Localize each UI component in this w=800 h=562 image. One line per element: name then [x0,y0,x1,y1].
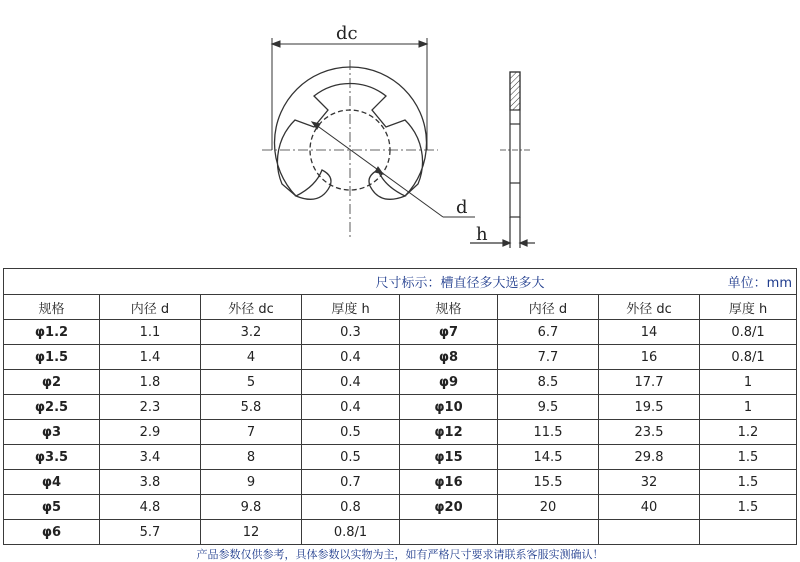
header-outer-dc: 外径 dc [599,295,700,320]
e-clip-side-view [470,72,535,248]
table-cell: 1.8 [100,370,201,395]
header-spec: 规格 [400,295,498,320]
table-cell: 12 [201,520,302,545]
table-cell: 11.5 [498,420,599,445]
table-cell: 1.5 [700,495,797,520]
table-cell: 0.4 [302,395,400,420]
footnote: 产品参数仅供参考，具体参数以实物为主，如有严格尺寸要求请联系客服实测确认！ [196,548,604,561]
unit-label: 单位：mm [727,276,792,291]
table-cell: 32 [599,470,700,495]
table-cell [700,520,797,545]
spec-cell: φ16 [400,470,498,495]
spec-cell: φ20 [400,495,498,520]
table-row [4,445,797,470]
header-outer-dc: 外径 dc [201,295,302,320]
spec-cell: φ12 [400,420,498,445]
table-cell: 3.8 [100,470,201,495]
table-title-row [4,269,797,295]
table-cell: 0.8/1 [302,520,400,545]
table-row [4,345,797,370]
table-cell: 3.4 [100,445,201,470]
spec-cell: φ6 [4,520,100,545]
table-cell: 40 [599,495,700,520]
spec-cell: φ10 [400,395,498,420]
spec-cell: φ4 [4,470,100,495]
table-cell: 16 [599,345,700,370]
spec-table [3,268,797,545]
table-cell: 4.8 [100,495,201,520]
table-cell [599,520,700,545]
table-cell: 1.5 [700,445,797,470]
table-title: 尺寸标示：槽直径多大选多大 [375,276,545,291]
dc-label: dc [336,23,358,44]
spec-cell: φ8 [400,345,498,370]
table-cell: 14.5 [498,445,599,470]
table-cell: 1.2 [700,420,797,445]
table-cell: 0.5 [302,445,400,470]
table-row [4,495,797,520]
h-label: h [476,224,488,245]
table-cell: 9.5 [498,395,599,420]
spec-cell: φ9 [400,370,498,395]
table-cell: 0.8/1 [700,320,797,345]
header-spec: 规格 [4,295,100,320]
spec-cell [400,520,498,545]
spec-cell: φ2.5 [4,395,100,420]
table-cell: 0.4 [302,345,400,370]
table-row [4,420,797,445]
dc-dimension [272,38,427,150]
table-cell: 6.7 [498,320,599,345]
table-cell: 19.5 [599,395,700,420]
table-cell: 2.3 [100,395,201,420]
table-cell: 20 [498,495,599,520]
table-cell: 0.5 [302,420,400,445]
spec-cell: φ3.5 [4,445,100,470]
header-inner-d: 内径 d [100,295,201,320]
table-row [4,320,797,345]
table-cell: 9 [201,470,302,495]
table-cell: 1 [700,370,797,395]
table-cell: 5.7 [100,520,201,545]
table-cell: 8.5 [498,370,599,395]
d-leader-line [312,122,475,217]
table-cell: 7 [201,420,302,445]
table-cell: 23.5 [599,420,700,445]
table-cell: 15.5 [498,470,599,495]
table-cell: 0.3 [302,320,400,345]
table-cell: 5 [201,370,302,395]
spec-cell: φ3 [4,420,100,445]
table-cell: 14 [599,320,700,345]
table-header-row [4,295,797,320]
spec-cell: φ7 [400,320,498,345]
spec-cell: φ5 [4,495,100,520]
spec-cell: φ2 [4,370,100,395]
table-cell: 9.8 [201,495,302,520]
table-cell: 1.5 [700,470,797,495]
table-cell [498,520,599,545]
table-cell: 1.4 [100,345,201,370]
table-cell: 3.2 [201,320,302,345]
table-cell: 1.1 [100,320,201,345]
spec-cell: φ1.5 [4,345,100,370]
table-row [4,395,797,420]
table-cell: 0.8 [302,495,400,520]
d-label: d [456,197,468,218]
table-cell: 17.7 [599,370,700,395]
header-inner-d: 内径 d [498,295,599,320]
spec-cell: φ15 [400,445,498,470]
table-cell: 7.7 [498,345,599,370]
table-row [4,470,797,495]
table-cell: 2.9 [100,420,201,445]
table-cell: 5.8 [201,395,302,420]
e-clip-technical-drawing [0,0,800,262]
table-cell: 0.8/1 [700,345,797,370]
table-cell: 29.8 [599,445,700,470]
spec-cell: φ1.2 [4,320,100,345]
table-cell: 0.7 [302,470,400,495]
table-cell: 0.4 [302,370,400,395]
table-cell: 1 [700,395,797,420]
table-row [4,520,797,545]
header-thickness-h: 厚度 h [700,295,797,320]
table-cell: 8 [201,445,302,470]
header-thickness-h: 厚度 h [302,295,400,320]
table-row [4,370,797,395]
table-cell: 4 [201,345,302,370]
